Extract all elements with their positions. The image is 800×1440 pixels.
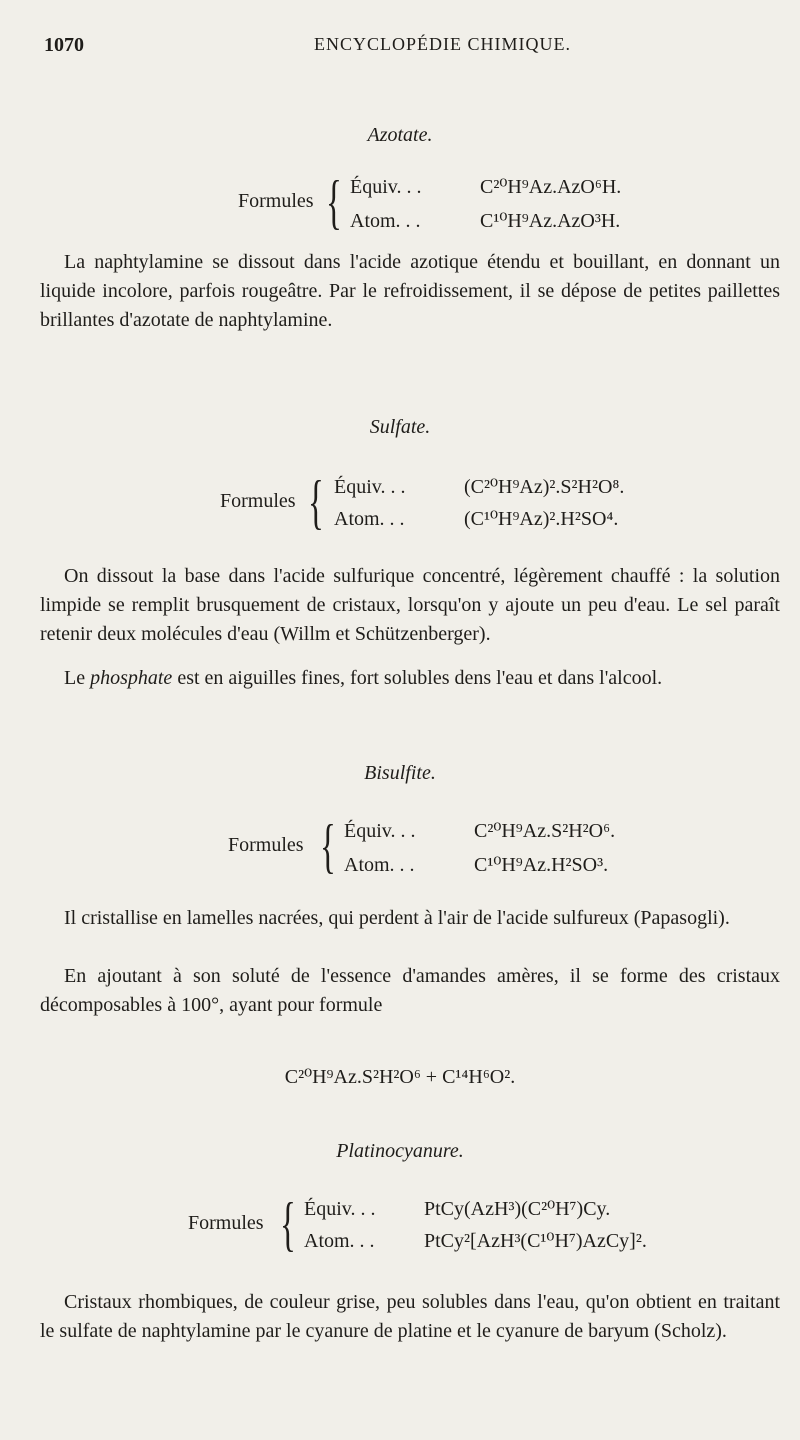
phosphate-text-after: est en aiguilles fines, fort solubles dens l'eau et dans l'alcool. — [172, 667, 663, 689]
formula-block-bisulfite — [228, 813, 668, 882]
formula-equiv-value: PtCy(AzH³)(C²⁰H⁷)Cy. — [424, 1198, 611, 1220]
phosphate-text-before: Le — [64, 667, 91, 689]
paragraph-bisulfite-2: En ajoutant à son soluté de l'essence d'amandes amères, il se forme des cristaux décomposables à 100°, ayant pour formule — [40, 965, 780, 1016]
formula-equiv-key: Équiv. . . — [344, 820, 416, 842]
formula-atom-value: PtCy²[AzH³(C¹⁰H⁷)AzCy]². — [424, 1230, 647, 1252]
formula-equiv-row — [304, 1196, 610, 1221]
formula-atom-key: Atom. . . — [350, 210, 421, 232]
formula-label: Formules — [188, 1212, 264, 1234]
paragraph-phosphate — [40, 664, 780, 693]
formula-block-sulfate — [220, 469, 660, 538]
formula-atom-row — [344, 852, 608, 877]
brace-icon: { — [308, 469, 324, 535]
formula-block-platinocyanure — [188, 1191, 688, 1260]
formula-atom-row — [350, 208, 620, 233]
formula-atom-key: Atom. . . — [304, 1230, 375, 1252]
formula-atom-key: Atom. . . — [334, 508, 405, 530]
section-title-azotate: Azotate. — [367, 124, 433, 146]
formula-atom-row — [304, 1228, 647, 1253]
formula-atom-value: (C¹⁰H⁹Az)².H²SO⁴. — [464, 508, 619, 530]
formula-atom-value: C¹⁰H⁹Az.H²SO³. — [474, 854, 609, 876]
section-title-bisulfite: Bisulfite. — [364, 762, 436, 784]
formula-atom-key: Atom. . . — [344, 854, 415, 876]
formula-block-azotate — [238, 169, 658, 238]
paragraph-sulfate: On dissout la base dans l'acide sulfurique concentré, légèrement chauffé : la solution limpide se remplit brusquement de cristaux, lorsqu'on y ajoute un peu d'eau. Le sel paraît retenir deux molécules d'eau (Willm et Schützenberger). — [40, 565, 780, 645]
formula-atom-value: C¹⁰H⁹Az.AzO³H. — [480, 210, 621, 232]
brace-icon: { — [320, 813, 336, 879]
page-number: 1070 — [44, 34, 84, 56]
page-header — [44, 34, 776, 62]
formula-equiv-row — [344, 818, 615, 843]
running-title: ENCYCLOPÉDIE CHIMIQUE. — [314, 34, 571, 54]
phosphate-emphasis: phosphate — [90, 667, 173, 689]
section-title-sulfate: Sulfate. — [369, 416, 431, 438]
paragraph-azotate: La naphtylamine se dissout dans l'acide azotique étendu et bouillant, en donnant un liquide incolore, parfois rougeâtre. Par le refroidissement, il se dépose de petites paillettes brillantes d'azotate de naphtylamine. — [40, 251, 780, 331]
formula-label: Formules — [238, 190, 314, 212]
formula-equiv-row — [334, 474, 624, 499]
center-formula: C²⁰H⁹Az.S²H²O⁶ + C¹⁴H⁶O². — [284, 1066, 516, 1088]
formula-equiv-key: Équiv. . . — [350, 176, 422, 198]
section-title-platinocyanure: Platinocyanure. — [336, 1140, 464, 1162]
formula-label: Formules — [220, 490, 296, 512]
formula-equiv-key: Équiv. . . — [334, 476, 406, 498]
formula-equiv-value: C²⁰H⁹Az.AzO⁶H. — [480, 176, 622, 198]
brace-icon: { — [326, 169, 342, 235]
formula-equiv-row — [350, 174, 621, 199]
paragraph-bisulfite-1: Il cristallise en lamelles nacrées, qui perdent à l'air de l'acide sulfureux (Papasogli). — [64, 907, 730, 929]
formula-atom-row — [334, 506, 618, 531]
formula-equiv-value: C²⁰H⁹Az.S²H²O⁶. — [474, 820, 616, 842]
paragraph-platinocyanure: Cristaux rhombiques, de couleur grise, peu solubles dans l'eau, qu'on obtient en traitant le sulfate de naphtylamine par le cyanure de platine et le cyanure de baryum (Scholz). — [40, 1291, 780, 1342]
formula-equiv-value: (C²⁰H⁹Az)².S²H²O⁸. — [464, 476, 625, 498]
brace-icon: { — [280, 1191, 296, 1257]
formula-equiv-key: Équiv. . . — [304, 1198, 376, 1220]
formula-label: Formules — [228, 834, 304, 856]
